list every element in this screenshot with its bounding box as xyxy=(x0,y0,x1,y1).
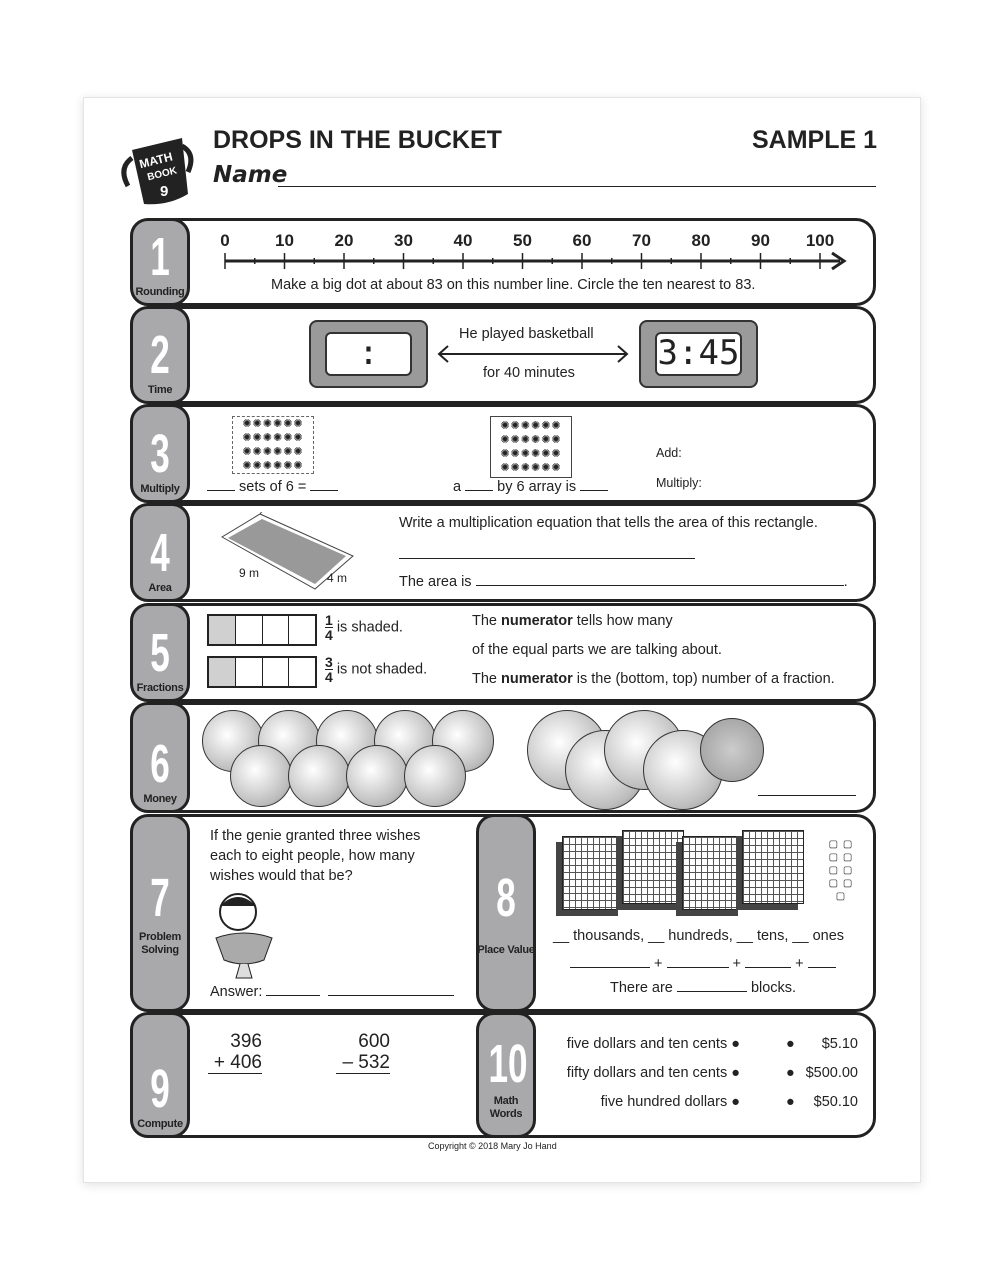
area-prompt: Write a multiplication equation that tells the area of this rectangle. xyxy=(399,515,818,531)
tab-math-words: 10 Math Words xyxy=(476,1012,536,1138)
dime-icon xyxy=(230,745,292,807)
tab-compute: 9 Compute xyxy=(130,1012,190,1138)
fraction-one-quarter: $\frac{1}{4}$ is shaded. xyxy=(325,612,403,643)
thousand-cube xyxy=(742,830,804,904)
tick-label: 60 xyxy=(572,231,592,250)
tick-label: 80 xyxy=(691,231,711,250)
equation-answer-line[interactable] xyxy=(399,558,695,559)
place-value-units: __ thousands, __ hundreds, __ tens, __ ones xyxy=(553,928,845,944)
tab-rounding: 1 Rounding xyxy=(130,218,190,306)
time-line2: for 40 minutes xyxy=(483,365,575,381)
sets-question: sets of 6 = xyxy=(207,478,338,495)
match-left-item[interactable]: fifty dollars and ten cents ● xyxy=(566,1065,740,1081)
tick-label: 10 xyxy=(275,231,294,250)
thousand-cube xyxy=(682,836,744,910)
subtraction-problem: 600 – 532 xyxy=(336,1031,390,1074)
array-question: a by 6 array is xyxy=(453,478,608,495)
genie-question: If the genie granted three wishes each to eight people, how many wishes would that be? xyxy=(210,828,421,884)
ones-cubes: ▢ ▢ ▢ ▢ ▢ ▢ ▢ ▢ ▢ xyxy=(828,839,854,902)
multiply-label: Multiply: xyxy=(656,476,702,490)
add-label: Add: xyxy=(656,446,682,460)
tab-fractions: 5 Fractions xyxy=(130,603,190,702)
tab-time: 2 Time xyxy=(130,306,190,404)
tick-label: 100 xyxy=(805,231,835,250)
tick-label: 50 xyxy=(513,231,532,250)
tick-label: 40 xyxy=(453,231,473,250)
clock-start: 3:45 xyxy=(639,320,758,388)
match-right-item[interactable]: ● $5.10 xyxy=(786,1036,858,1052)
dime-icon xyxy=(288,745,350,807)
answer-line: Answer: xyxy=(210,983,454,1000)
tick-label: 20 xyxy=(334,231,354,250)
tick-label: 90 xyxy=(751,231,770,250)
addition-problem: 396 + 406 xyxy=(208,1031,262,1074)
dimension-4m: 4 m xyxy=(327,571,348,585)
blocks-total: There are blocks. xyxy=(610,980,797,996)
dime-icon xyxy=(346,745,408,807)
rounding-instruction: Make a big dot at about 83 on this number line. Circle the ten nearest to 83. xyxy=(271,277,756,293)
money-answer-line[interactable] xyxy=(758,795,856,796)
time-line1: He played basketball xyxy=(459,326,594,342)
sets-of-six-dots: ✺✺✺✺✺✺ ✺✺✺✺✺✺ ✺✺✺✺✺✺ ✺✺✺✺✺✺ xyxy=(232,416,314,474)
numerator-line2: of the equal parts we are talking about. xyxy=(472,642,722,658)
svg-text:9: 9 xyxy=(160,183,169,200)
math-book-mug-logo xyxy=(118,128,198,208)
dimension-9m: 9 m xyxy=(239,566,260,580)
number-line[interactable] xyxy=(220,250,850,274)
clock-blank[interactable]: : xyxy=(309,320,428,388)
match-left-item[interactable]: five dollars and ten cents ● xyxy=(566,1036,740,1052)
array-dots: ✺✺✺✺✺✺ ✺✺✺✺✺✺ ✺✺✺✺✺✺ ✺✺✺✺✺✺ xyxy=(490,416,572,478)
match-right-item[interactable]: ● $500.00 xyxy=(786,1065,858,1081)
svg-text:MATH: MATH xyxy=(137,149,175,172)
worksheet-title: DROPS IN THE BUCKET xyxy=(213,126,502,154)
fraction-bar-2 xyxy=(207,656,317,688)
tab-multiply: 3 Multiply xyxy=(130,404,190,503)
numerator-line1: The numerator tells how many xyxy=(472,613,673,629)
tab-place-value: 8 Place Value xyxy=(476,814,536,1012)
match-right-item[interactable]: ● $50.10 xyxy=(786,1094,858,1110)
name-input-line[interactable] xyxy=(278,186,876,187)
tick-label: 30 xyxy=(394,231,413,250)
match-left-item[interactable]: five hundred dollars ● xyxy=(600,1094,740,1110)
genie-illustration xyxy=(210,888,280,980)
sample-label: SAMPLE 1 xyxy=(752,126,878,154)
svg-text:BOOK: BOOK xyxy=(146,165,179,184)
tab-problem-solving: 7 Problem Solving xyxy=(130,814,190,1012)
tick-label: 70 xyxy=(632,231,651,250)
tab-area: 4 Area xyxy=(130,503,190,602)
tick-label: 0 xyxy=(220,231,230,250)
area-statement: The area is . xyxy=(399,574,848,590)
fraction-bar-1 xyxy=(207,614,317,646)
thousand-cube xyxy=(622,830,684,904)
penny-icon xyxy=(700,718,764,782)
numerator-line3: The numerator is the (bottom, top) number of a fraction. xyxy=(472,671,835,687)
tab-money: 6 Money xyxy=(130,702,190,813)
thousand-cube xyxy=(562,836,624,910)
double-arrow-icon xyxy=(436,344,630,364)
dime-icon xyxy=(404,745,466,807)
copyright: Copyright © 2018 Mary Jo Hand xyxy=(428,1141,557,1151)
name-label: Name xyxy=(213,162,288,188)
expanded-form-blanks: + + + xyxy=(570,955,836,972)
fraction-three-quarters: $\frac{3}{4}$ is not shaded. xyxy=(325,654,428,685)
